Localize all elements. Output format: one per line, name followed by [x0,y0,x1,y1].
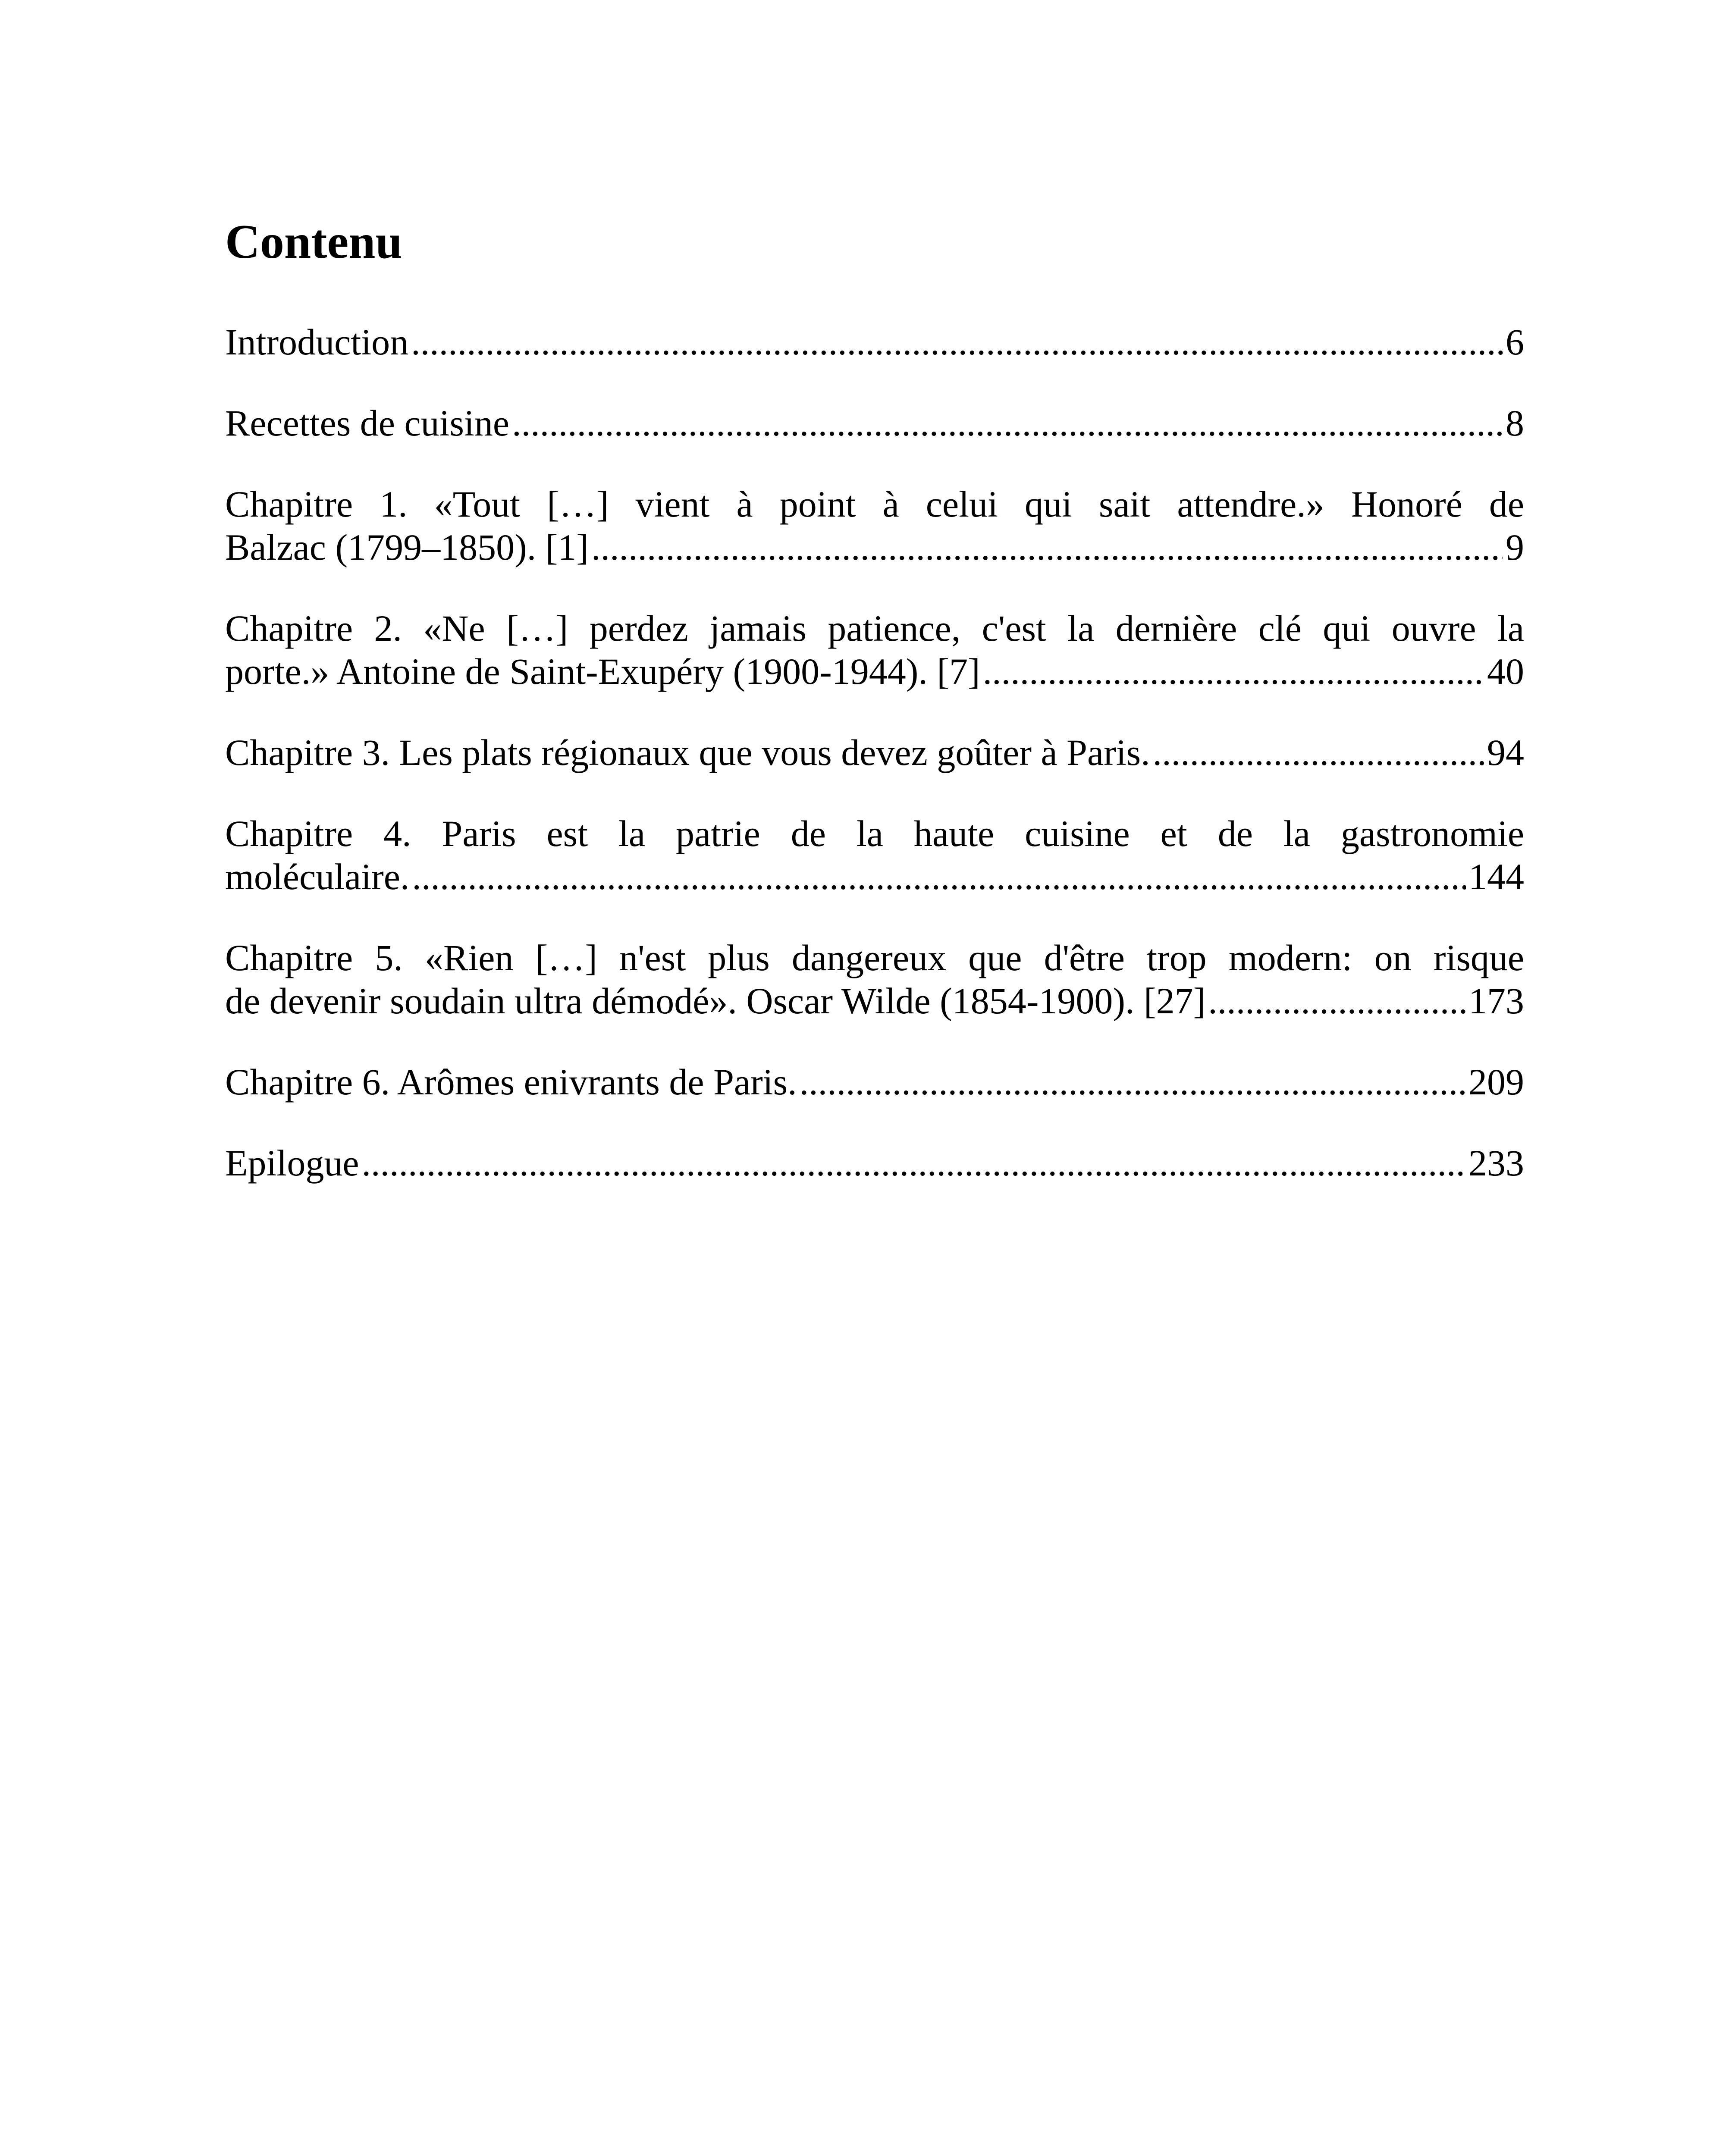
dot-leader [411,320,1503,364]
toc-entry-introduction [225,320,1524,364]
dot-leader [412,855,1466,898]
toc-entry-chapitre-2 [225,607,1524,693]
toc-entry-title: Introduction [225,321,409,363]
toc-entry-chapitre-6 [225,1060,1524,1103]
toc-entry-page-number: 8 [1506,402,1524,444]
dot-leader [983,650,1484,693]
toc-entry-chapitre-4 [225,812,1524,898]
toc-entry-page-number: 40 [1487,651,1524,693]
toc-entry-page-number: 94 [1487,732,1524,774]
toc-entries [225,320,1524,1185]
toc-entry-title-line-2: Balzac (1799–1850). [1] [225,526,589,568]
toc-title: Contenu [225,215,402,269]
dot-leader [800,1060,1466,1103]
dot-leader [591,526,1503,569]
toc-entry-chapitre-5 [225,936,1524,1022]
toc-entry-line [225,1060,1524,1103]
toc-entry-title-line-1: Chapitre 5. «Rien […] n'est plus dangereux que d'être trop modern: on risque [225,937,1524,979]
toc-entry-line [225,979,1524,1022]
dot-leader [1153,731,1484,774]
toc-entry-title: Epilogue [225,1142,359,1184]
toc-entry-page-number: 9 [1506,526,1524,568]
toc-entry-title-line-1: Chapitre 4. Paris est la patrie de la haute cuisine et de la gastronomie [225,813,1524,855]
dot-leader [1208,979,1466,1022]
dot-leader [362,1141,1466,1185]
toc-entry-line [225,731,1524,774]
toc-entry-page-number: 144 [1468,856,1524,898]
toc-entry-chapitre-3 [225,731,1524,774]
toc-entry-page-number: 233 [1468,1142,1524,1184]
table-of-contents [225,216,1524,1222]
toc-entry-title: Chapitre 3. Les plats régionaux que vous devez goûter à Paris. [225,732,1150,774]
toc-entry-title-line-2: moléculaire. [225,856,410,898]
toc-entry-page-number: 6 [1506,321,1524,363]
toc-entry-line [225,526,1524,569]
toc-entry-line [225,650,1524,693]
toc-entry-line [225,1141,1524,1185]
toc-entry-page-number: 173 [1468,980,1524,1022]
toc-entry-recettes [225,401,1524,445]
toc-entry-title-line-1: Chapitre 1. «Tout […] vient à point à celui qui sait attendre.» Honoré de [225,483,1524,525]
toc-entry-title-line-2: de devenir soudain ultra démodé». Oscar Wilde (1854-1900). [27] [225,980,1206,1022]
toc-entry-line [225,401,1524,445]
toc-entry-page-number: 209 [1468,1061,1524,1103]
toc-entry-title: Recettes de cuisine [225,402,510,444]
toc-entry-chapitre-1 [225,483,1524,569]
toc-entry-line [225,320,1524,364]
toc-entry-title-line-2: porte.» Antoine de Saint-Exupéry (1900-1944). [7] [225,651,980,693]
toc-entry-line [225,855,1524,898]
dot-leader [512,401,1503,445]
toc-entry-epilogue [225,1141,1524,1185]
toc-entry-title-line-1: Chapitre 2. «Ne […] perdez jamais patience, c'est la dernière clé qui ouvre la [225,608,1524,649]
toc-entry-title: Chapitre 6. Arômes enivrants de Paris. [225,1061,797,1103]
